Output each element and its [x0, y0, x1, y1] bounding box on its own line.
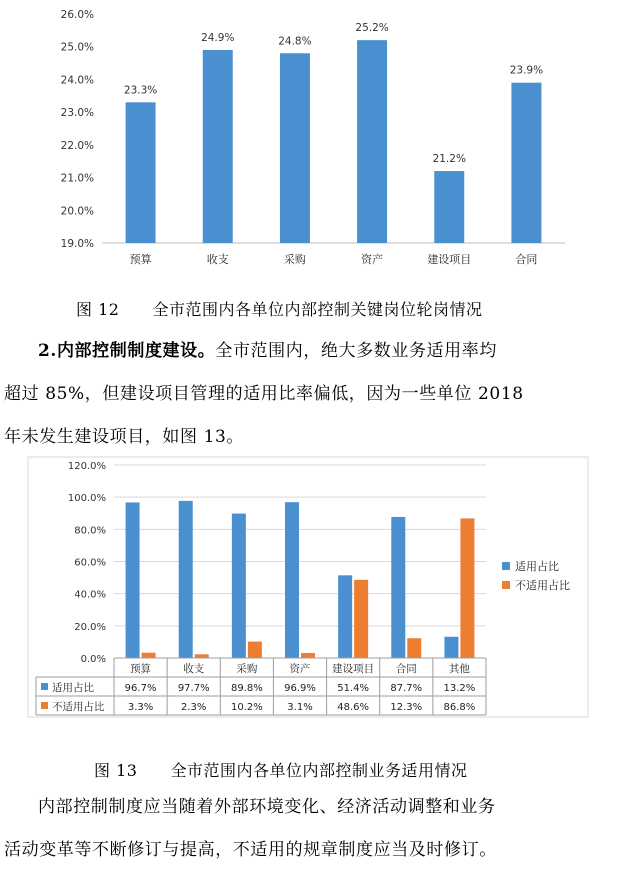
y-tick-label: 23.0%	[60, 107, 94, 120]
figure-13-chart	[0, 455, 617, 730]
y-tick-label: 40.0%	[74, 589, 106, 601]
y-tick-label: 20.0%	[74, 621, 106, 633]
figure-13-caption: 图 13 全市范围内各单位内部控制业务适用情况	[94, 761, 468, 780]
table-row-header: 适用占比	[52, 682, 94, 694]
paragraph-text: 活动变革等不断修订与提高，不适用的规章制度应当及时修订。	[4, 840, 497, 860]
bar	[203, 50, 233, 243]
table-value: 10.2%	[230, 702, 263, 713]
x-tick-label: 资产	[361, 253, 384, 266]
y-tick-label: 120.0%	[67, 461, 106, 472]
y-tick-label: 20.0%	[60, 205, 94, 218]
y-tick-label: 19.0%	[60, 238, 94, 250]
x-tick-label: 预算	[130, 663, 152, 675]
data-label: 21.2%	[432, 153, 466, 166]
data-label: 23.9%	[509, 64, 544, 77]
bar-series-1	[285, 502, 299, 658]
x-tick-label: 其他	[448, 663, 470, 675]
paragraph-text: 内部控制制度应当随着外部环境变化、经济活动调整和业务	[38, 797, 496, 817]
legend-swatch	[502, 562, 510, 570]
table-value: 97.7%	[177, 683, 210, 694]
data-label: 25.2%	[355, 22, 389, 35]
paragraph-text: 年未发生建设项目，如图 13。	[4, 427, 245, 447]
table-value: 51.4%	[337, 683, 370, 694]
bar-series-2	[354, 580, 368, 658]
bar-series-1	[179, 501, 193, 658]
paragraph-internal-control-system	[0, 330, 617, 459]
x-tick-label: 建设项目	[427, 253, 472, 266]
x-tick-label: 采购	[283, 253, 306, 266]
bar	[434, 171, 464, 243]
data-label: 24.9%	[201, 31, 235, 44]
legend-swatch	[502, 581, 510, 589]
table-value: 48.6%	[337, 702, 370, 713]
x-tick-label: 预算	[129, 253, 152, 266]
figure-12-chart	[0, 0, 617, 285]
table-value: 89.8%	[230, 683, 263, 694]
x-tick-label: 采购	[236, 663, 258, 675]
paragraph-text: 超过 85%，但建设项目管理的适用比率偏低，因为一些单位 2018	[4, 384, 524, 404]
legend-swatch	[41, 702, 48, 709]
figure-12-caption: 图 12 全市范围内各单位内部控制关键岗位轮岗情况	[76, 300, 483, 319]
y-tick-label: 21.0%	[60, 172, 94, 185]
x-tick-label: 合同	[515, 253, 538, 266]
bar-series-2	[142, 653, 156, 658]
y-tick-label: 80.0%	[74, 525, 106, 537]
bar	[126, 102, 156, 243]
table-value: 3.1%	[287, 702, 313, 713]
table-value: 12.3%	[390, 702, 423, 713]
y-tick-label: 60.0%	[74, 557, 106, 569]
table-value: 86.8%	[443, 702, 476, 713]
table-value: 87.7%	[390, 683, 423, 694]
bar	[357, 40, 387, 243]
x-tick-label: 建设项目	[332, 663, 375, 675]
bar-series-1	[338, 575, 352, 658]
bar-series-2	[407, 638, 421, 658]
paragraph-text: 全市范围内，绝大多数业务适用率均	[215, 341, 497, 361]
legend-swatch	[41, 683, 48, 690]
x-tick-label: 资产	[289, 663, 311, 675]
table-row-header: 不适用占比	[52, 701, 105, 713]
table-value: 96.7%	[124, 683, 157, 694]
bar-series-2	[248, 642, 262, 658]
bar-series-2	[301, 653, 315, 658]
bar-series-1	[232, 514, 246, 658]
y-tick-label: 22.0%	[60, 139, 94, 152]
table-value: 3.3%	[127, 702, 154, 713]
x-tick-label: 合同	[395, 663, 417, 675]
y-tick-label: 26.0%	[60, 9, 94, 21]
y-tick-label: 100.0%	[67, 493, 106, 505]
x-tick-label: 收支	[183, 663, 205, 675]
legend-label: 不适用占比	[515, 579, 570, 592]
bar-series-1	[391, 517, 405, 658]
paragraph-revision	[0, 786, 617, 872]
bar	[511, 83, 541, 243]
y-tick-label: 24.0%	[60, 74, 94, 87]
y-tick-label: 25.0%	[60, 41, 94, 54]
table-value: 96.9%	[284, 683, 316, 694]
x-tick-label: 收支	[206, 253, 229, 266]
bar-series-1	[126, 502, 140, 658]
bar	[280, 53, 310, 243]
y-tick-label: 0.0%	[80, 654, 106, 665]
table-value: 2.3%	[181, 702, 207, 713]
bar-series-2	[460, 518, 474, 658]
legend-label: 适用占比	[515, 560, 559, 573]
section-heading: 2.内部控制制度建设。	[38, 341, 216, 361]
data-label: 23.3%	[123, 84, 158, 97]
table-value: 13.2%	[443, 683, 476, 694]
bar-series-2	[195, 654, 209, 658]
data-label: 24.8%	[278, 35, 312, 48]
bar-series-1	[444, 637, 458, 658]
